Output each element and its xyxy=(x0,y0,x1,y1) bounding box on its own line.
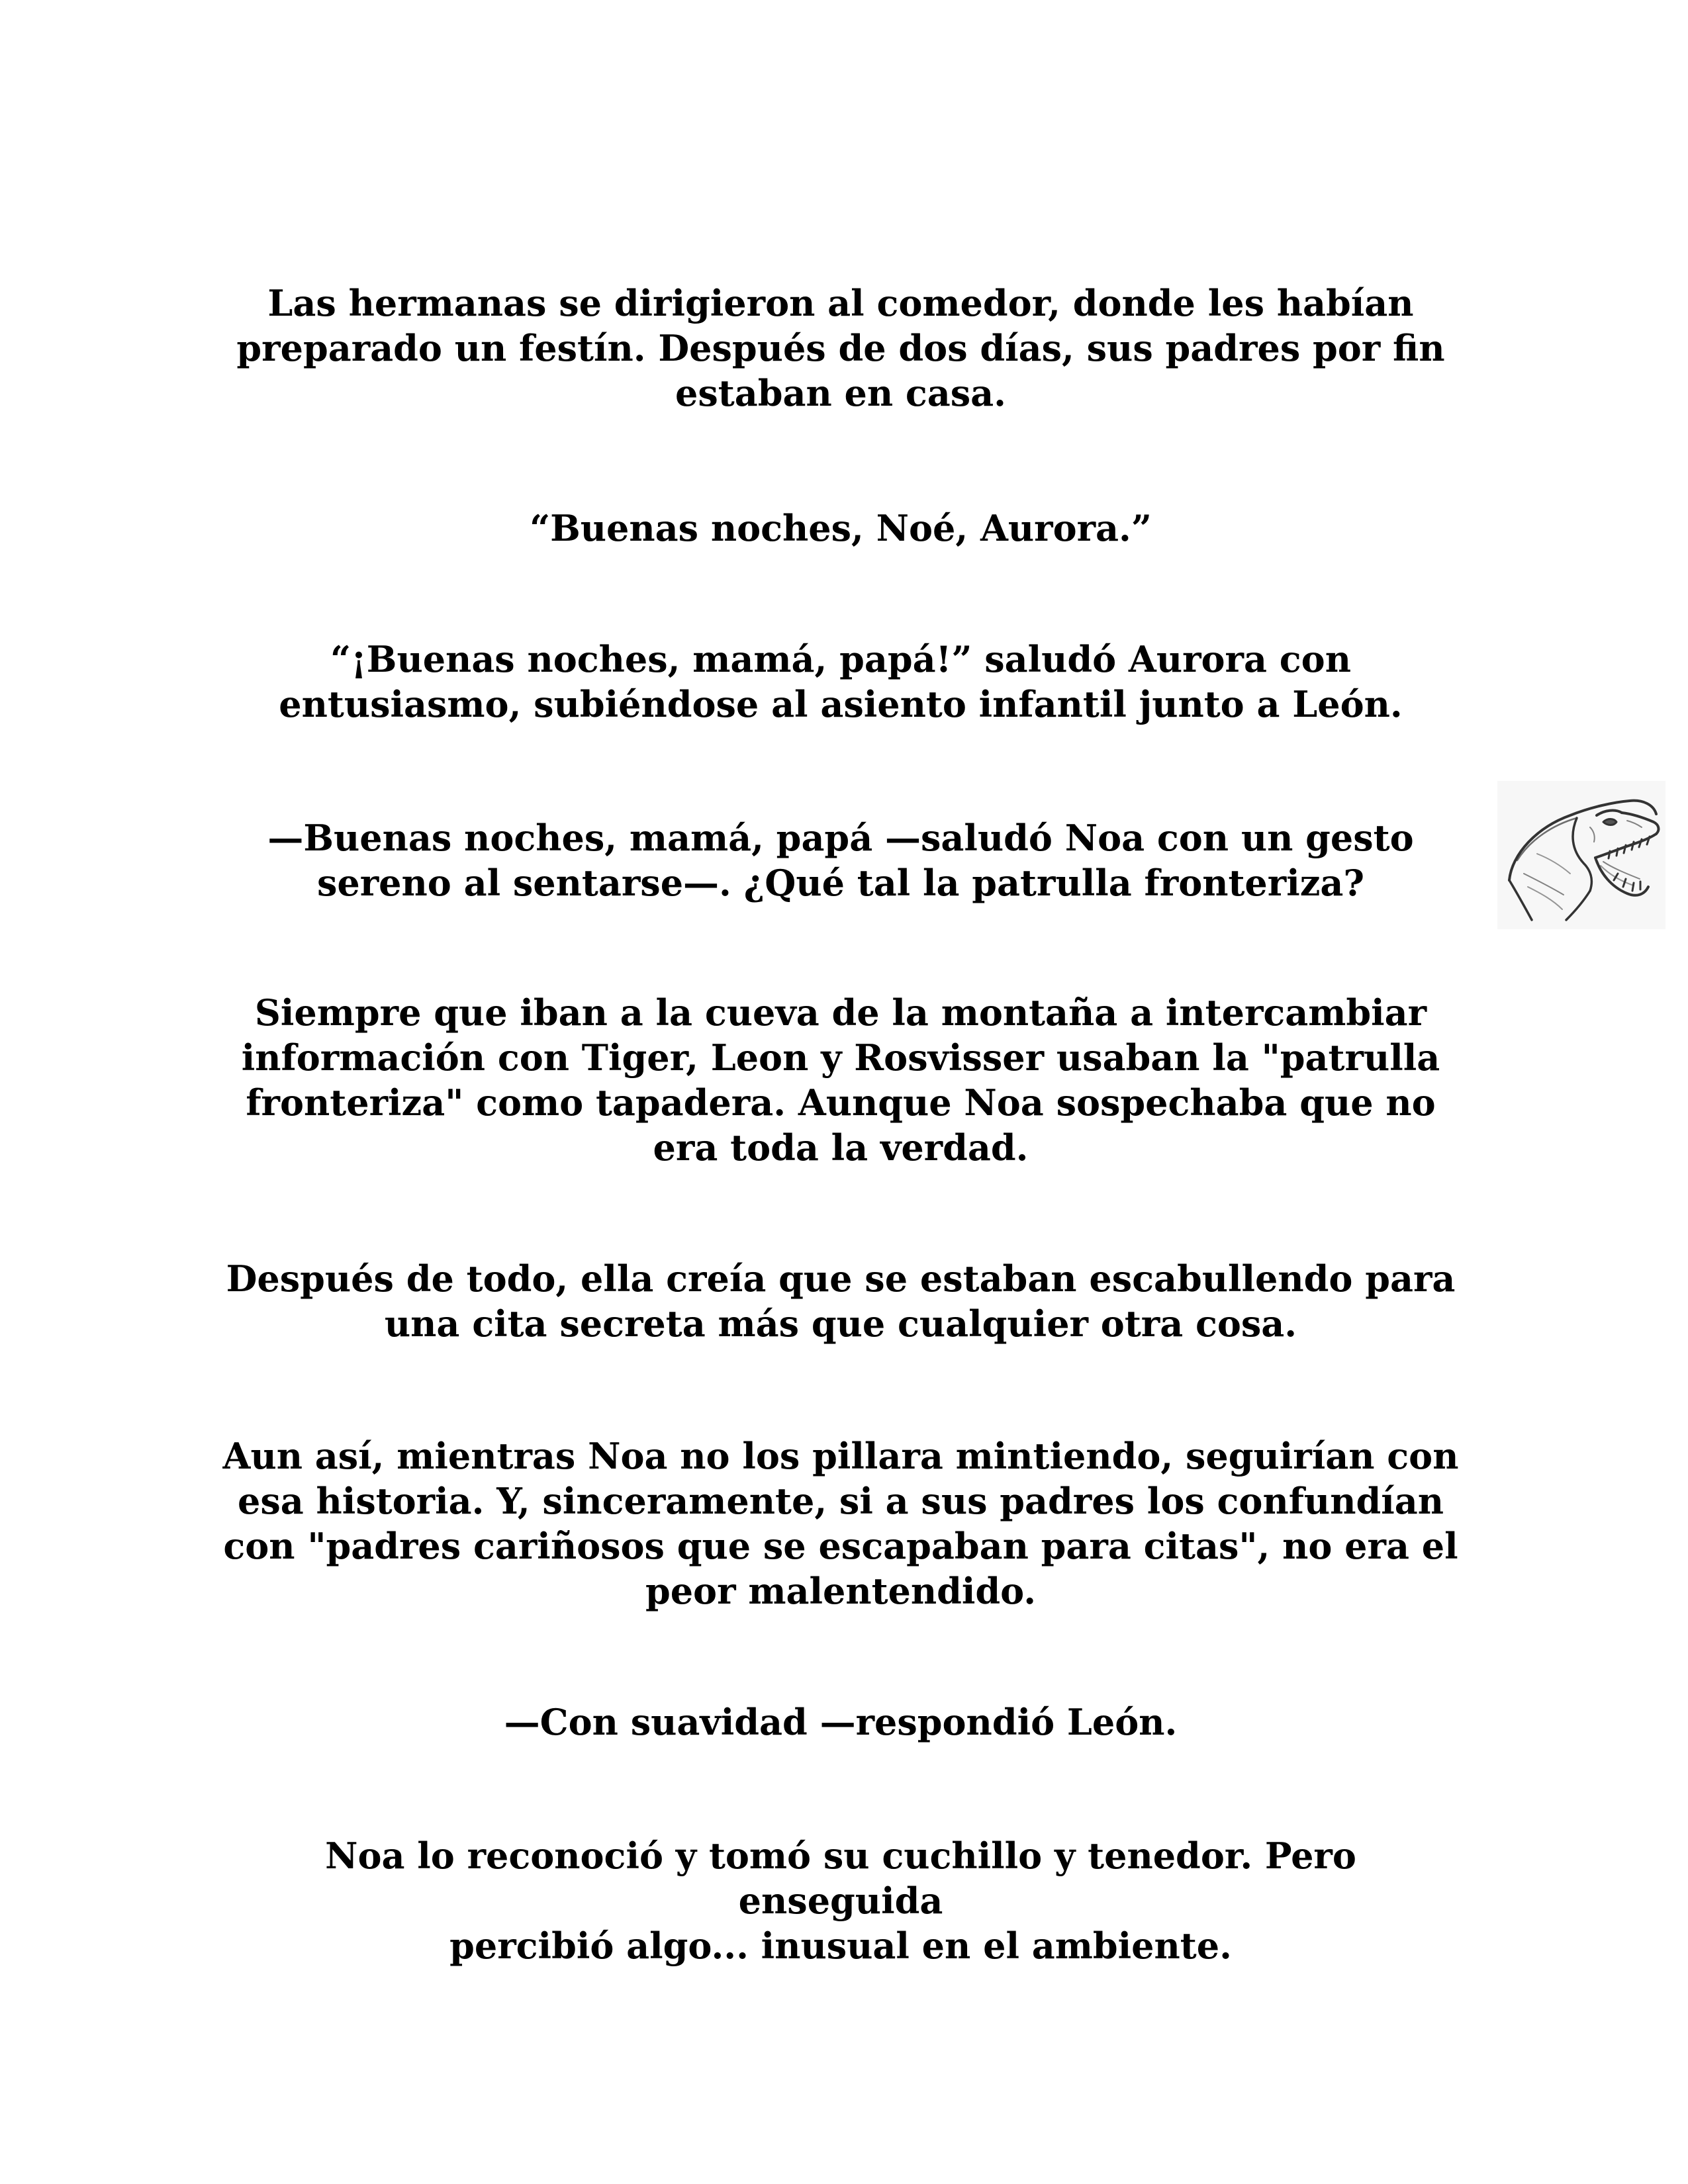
paragraph-8: —Con suavidad —respondió León. xyxy=(504,1701,1178,1743)
paragraph-5: Siempre que iban a la cueva de la montaña a intercambiar información con Tiger, Leon y Rosvisser usaban la "patrulla fronteriza" como tapadera. Aunque Noa sospechaba que no era toda la verdad. xyxy=(241,991,1440,1169)
paragraph-3: “¡Buenas noches, mamá, papá!” saludó Aurora con entusiasmo, subiéndose al asiento infantil junto a León. xyxy=(279,638,1403,725)
dinosaur-head-sketch-icon xyxy=(1497,781,1665,929)
paragraph-7: Aun así, mientras Noa no los pillara mintiendo, seguirían con esa historia. Y, sinceramente, si a sus padres los confundían con "padres cariñosos que se escapaban para citas", no era el peor malentendido. xyxy=(222,1435,1459,1612)
paragraph-4: —Buenas noches, mamá, papá —saludó Noa con un gesto sereno al sentarse—. ¿Qué tal la patrulla fronteriza? xyxy=(267,817,1414,904)
paragraph-9: Noa lo reconoció y tomó su cuchillo y tenedor. Pero enseguida percibió algo... inusual en el ambiente. xyxy=(325,1835,1356,1967)
paragraph-1: Las hermanas se dirigieron al comedor, donde les habían preparado un festín. Después de dos días, sus padres por fin estaban en casa. xyxy=(236,282,1445,414)
paragraph-2: “Buenas noches, Noé, Aurora.” xyxy=(530,507,1152,549)
paragraph-6: Después de todo, ella creía que se estaban escabullendo para una cita secreta más que cualquier otra cosa. xyxy=(226,1257,1456,1345)
